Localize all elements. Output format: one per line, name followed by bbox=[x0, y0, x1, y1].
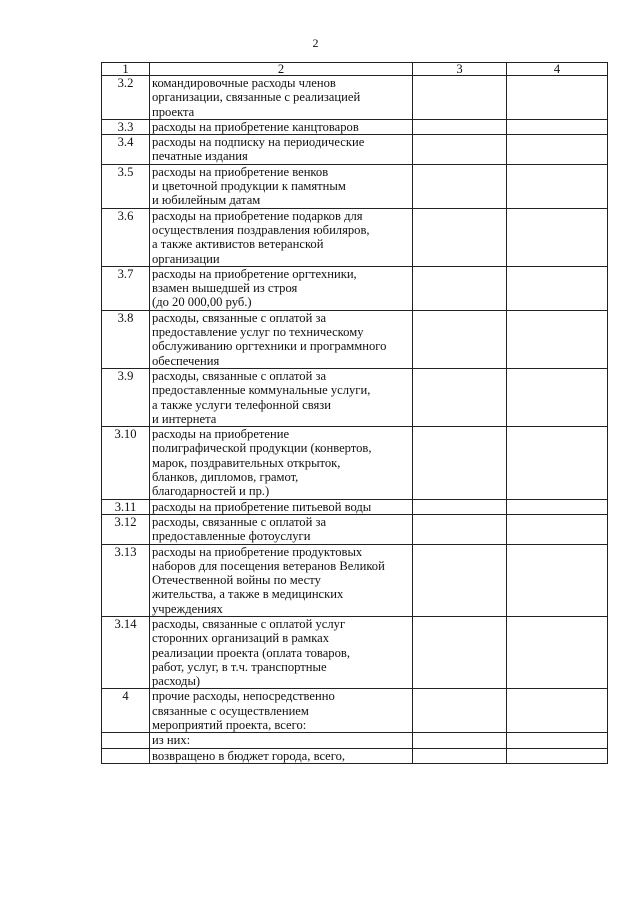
row-number-cell: 3.2 bbox=[102, 76, 150, 120]
row-number-cell: 3.6 bbox=[102, 208, 150, 266]
value-cell-col4 bbox=[507, 119, 608, 134]
column-header-3: 3 bbox=[413, 63, 507, 76]
row-description-cell bbox=[150, 266, 413, 310]
description-line: расходы на приобретение bbox=[152, 427, 290, 442]
description-line: расходы, связанные с оплатой за bbox=[152, 514, 327, 529]
value-cell-col3 bbox=[413, 427, 507, 499]
value-cell-col3 bbox=[413, 310, 507, 368]
table-row bbox=[102, 616, 608, 688]
description-line: полиграфической продукции (конвертов, bbox=[152, 441, 372, 456]
row-number-cell: 3.13 bbox=[102, 544, 150, 616]
column-header-4: 4 bbox=[507, 63, 608, 76]
table-row bbox=[102, 748, 608, 763]
description-line: из них: bbox=[152, 733, 191, 748]
value-cell-col3 bbox=[413, 616, 507, 688]
row-description-cell bbox=[150, 616, 413, 688]
value-cell-col4 bbox=[507, 310, 608, 368]
table-row bbox=[102, 368, 608, 426]
value-cell-col4 bbox=[507, 368, 608, 426]
description-line: мероприятий проекта, всего: bbox=[152, 718, 307, 733]
description-line: жительства, а также в медицинских bbox=[152, 587, 344, 602]
table-row bbox=[102, 119, 608, 134]
row-number-cell: 3.4 bbox=[102, 135, 150, 165]
value-cell-col4 bbox=[507, 748, 608, 763]
description-line: проекта bbox=[152, 104, 195, 119]
value-cell-col4 bbox=[507, 427, 608, 499]
row-description-cell bbox=[150, 499, 413, 514]
value-cell-col3 bbox=[413, 135, 507, 165]
description-line: расходы) bbox=[152, 674, 201, 689]
row-description-cell bbox=[150, 135, 413, 165]
row-number-cell: 4 bbox=[102, 689, 150, 733]
description-line: расходы на приобретение оргтехники, bbox=[152, 266, 357, 281]
description-line: а также активистов ветеранской bbox=[152, 237, 324, 252]
value-cell-col4 bbox=[507, 514, 608, 544]
description-line: организации, связанные с реализацией bbox=[152, 90, 361, 105]
description-line: реализации проекта (оплата товаров, bbox=[152, 645, 350, 660]
description-line: организации bbox=[152, 251, 220, 266]
description-line: (до 20 000,00 руб.) bbox=[152, 295, 252, 310]
row-number-cell: 3.9 bbox=[102, 368, 150, 426]
description-line: расходы на подписку на периодические bbox=[152, 135, 365, 150]
row-number-cell: 3.3 bbox=[102, 119, 150, 134]
description-line: расходы, связанные с оплатой за bbox=[152, 368, 327, 383]
table-row bbox=[102, 135, 608, 165]
table-row bbox=[102, 733, 608, 748]
value-cell-col3 bbox=[413, 76, 507, 120]
description-line: и интернета bbox=[152, 411, 217, 426]
value-cell-col4 bbox=[507, 689, 608, 733]
description-line: расходы на приобретение венков bbox=[152, 164, 329, 179]
table-row bbox=[102, 266, 608, 310]
row-description-cell bbox=[150, 119, 413, 134]
description-line: возвращено в бюджет города, всего, bbox=[152, 748, 346, 763]
row-description-cell bbox=[150, 164, 413, 208]
value-cell-col3 bbox=[413, 689, 507, 733]
description-line: наборов для посещения ветеранов Великой bbox=[152, 558, 385, 573]
row-description-cell bbox=[150, 514, 413, 544]
value-cell-col3 bbox=[413, 733, 507, 748]
description-line: предоставленные фотоуслуги bbox=[152, 529, 311, 544]
value-cell-col3 bbox=[413, 208, 507, 266]
description-line: расходы, связанные с оплатой за bbox=[152, 310, 327, 325]
description-line: и юбилейным датам bbox=[152, 193, 261, 208]
description-line: расходы, связанные с оплатой услуг bbox=[152, 616, 346, 631]
value-cell-col3 bbox=[413, 119, 507, 134]
description-line: а также услуги телефонной связи bbox=[152, 397, 332, 412]
row-number-cell: 3.10 bbox=[102, 427, 150, 499]
description-line: расходы на приобретение продуктовых bbox=[152, 544, 363, 559]
description-line: учреждениях bbox=[152, 601, 223, 616]
description-line: обслуживанию оргтехники и программного bbox=[152, 339, 387, 354]
description-line: благодарностей и пр.) bbox=[152, 484, 270, 499]
description-line: расходы на приобретение питьевой воды bbox=[152, 499, 372, 514]
description-line: работ, услуг, в т.ч. транспортные bbox=[152, 659, 327, 674]
description-line: осуществления поздравления юбиляров, bbox=[152, 222, 370, 237]
column-header-1: 1 bbox=[102, 63, 150, 76]
row-description-cell bbox=[150, 368, 413, 426]
description-line: расходы на приобретение подарков для bbox=[152, 208, 363, 223]
row-number-cell bbox=[102, 748, 150, 763]
description-line: предоставленные коммунальные услуги, bbox=[152, 383, 371, 398]
description-line: сторонних организаций в рамках bbox=[152, 631, 330, 646]
value-cell-col4 bbox=[507, 544, 608, 616]
row-description-cell bbox=[150, 427, 413, 499]
description-line: и цветочной продукции к памятным bbox=[152, 179, 346, 194]
column-header-2: 2 bbox=[150, 63, 413, 76]
value-cell-col3 bbox=[413, 266, 507, 310]
description-line: марок, поздравительных открыток, bbox=[152, 455, 341, 470]
value-cell-col3 bbox=[413, 499, 507, 514]
value-cell-col4 bbox=[507, 616, 608, 688]
value-cell-col4 bbox=[507, 733, 608, 748]
description-line: командировочные расходы членов bbox=[152, 76, 336, 90]
description-line: прочие расходы, непосредственно bbox=[152, 689, 335, 704]
row-number-cell bbox=[102, 733, 150, 748]
table-row bbox=[102, 164, 608, 208]
value-cell-col4 bbox=[507, 164, 608, 208]
row-description-cell bbox=[150, 310, 413, 368]
value-cell-col3 bbox=[413, 368, 507, 426]
value-cell-col4 bbox=[507, 76, 608, 120]
value-cell-col4 bbox=[507, 266, 608, 310]
row-description-cell bbox=[150, 76, 413, 120]
table-row bbox=[102, 208, 608, 266]
table-row bbox=[102, 427, 608, 499]
value-cell-col3 bbox=[413, 514, 507, 544]
description-line: печатные издания bbox=[152, 149, 248, 164]
table-row bbox=[102, 514, 608, 544]
table-row bbox=[102, 310, 608, 368]
table-row bbox=[102, 689, 608, 733]
row-description-cell bbox=[150, 733, 413, 748]
row-number-cell: 3.8 bbox=[102, 310, 150, 368]
row-description-cell bbox=[150, 748, 413, 763]
row-number-cell: 3.7 bbox=[102, 266, 150, 310]
page-number: 2 bbox=[312, 36, 319, 50]
value-cell-col4 bbox=[507, 135, 608, 165]
row-description-cell bbox=[150, 689, 413, 733]
row-number-cell: 3.11 bbox=[102, 499, 150, 514]
budget-table bbox=[101, 62, 608, 764]
row-description-cell bbox=[150, 544, 413, 616]
value-cell-col3 bbox=[413, 544, 507, 616]
table-row bbox=[102, 499, 608, 514]
row-description-cell bbox=[150, 208, 413, 266]
table-row bbox=[102, 76, 608, 120]
row-number-cell: 3.5 bbox=[102, 164, 150, 208]
table-header-row bbox=[102, 63, 608, 76]
row-number-cell: 3.12 bbox=[102, 514, 150, 544]
value-cell-col4 bbox=[507, 208, 608, 266]
description-line: расходы на приобретение канцтоваров bbox=[152, 119, 359, 134]
description-line: обеспечения bbox=[152, 353, 220, 368]
description-line: связанные с осуществлением bbox=[152, 703, 309, 718]
description-line: взамен вышедшей из строя bbox=[152, 281, 298, 296]
description-line: Отечественной войны по месту bbox=[152, 573, 321, 588]
value-cell-col3 bbox=[413, 164, 507, 208]
description-line: бланков, дипломов, грамот, bbox=[152, 470, 299, 485]
description-line: предоставление услуг по техническому bbox=[152, 325, 364, 340]
table-body bbox=[102, 63, 608, 764]
value-cell-col3 bbox=[413, 748, 507, 763]
row-number-cell: 3.14 bbox=[102, 616, 150, 688]
table-row bbox=[102, 544, 608, 616]
value-cell-col4 bbox=[507, 499, 608, 514]
